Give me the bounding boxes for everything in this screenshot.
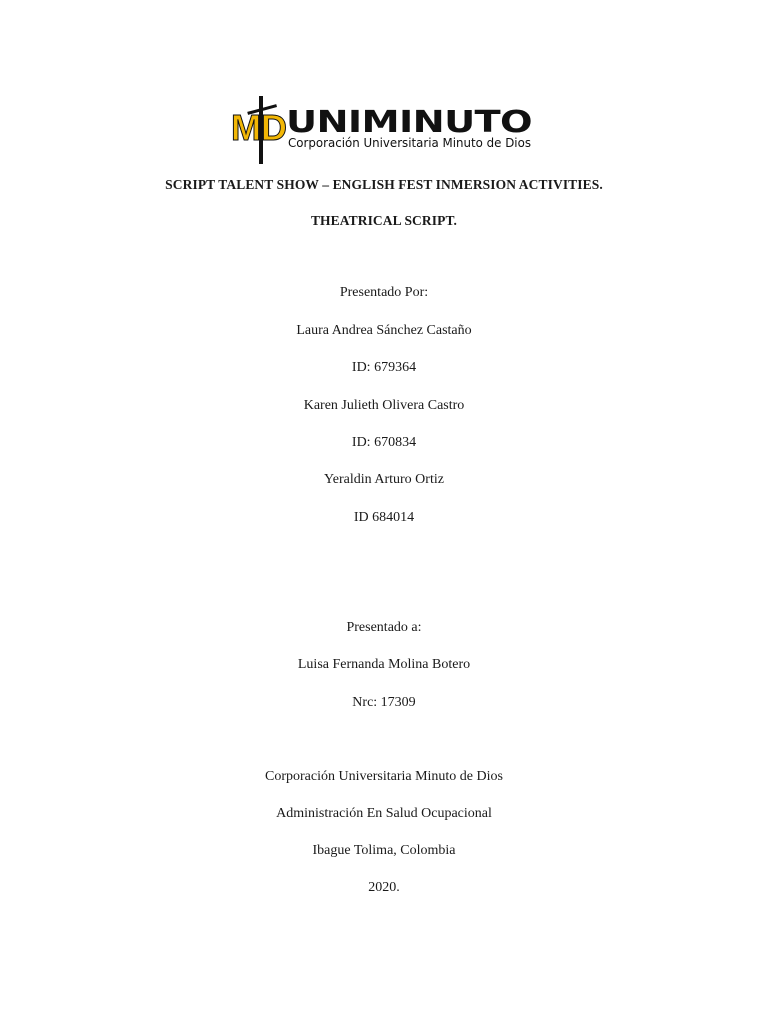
year: 2020.	[368, 880, 400, 895]
presented-by-label: Presentado Por:	[339, 285, 429, 300]
md-mark: MD	[231, 107, 287, 148]
author-name: Laura Andrea Sánchez Castaño	[296, 323, 472, 338]
uniminuto-logo	[231, 96, 533, 164]
author-id: ID 684014	[353, 510, 415, 525]
course-nrc: Nrc: 17309	[352, 695, 416, 710]
presented-to-label: Presentado a:	[346, 620, 422, 635]
location: Ibague Tolima, Colombia	[312, 843, 456, 858]
brand-subtitle: Corporación Universitaria Minuto de Dios	[288, 136, 531, 150]
institution-name: Corporación Universitaria Minuto de Dios	[265, 769, 503, 784]
author-name: Karen Julieth Olivera Castro	[303, 398, 465, 413]
author-id: ID: 679364	[351, 360, 417, 375]
brand-name: UNIMINUTO	[286, 105, 532, 140]
author-id: ID: 670834	[351, 435, 417, 450]
document-subtitle: THEATRICAL SCRIPT.	[310, 213, 458, 228]
logo-graphic	[231, 96, 533, 164]
recipient-name: Luisa Fernanda Molina Botero	[297, 657, 471, 672]
author-name: Yeraldin Arturo Ortiz	[324, 472, 444, 487]
document-title: SCRIPT TALENT SHOW – ENGLISH FEST INMERSION ACTIVITIES.	[165, 177, 603, 192]
program-name: Administración En Salud Ocupacional	[276, 806, 492, 821]
